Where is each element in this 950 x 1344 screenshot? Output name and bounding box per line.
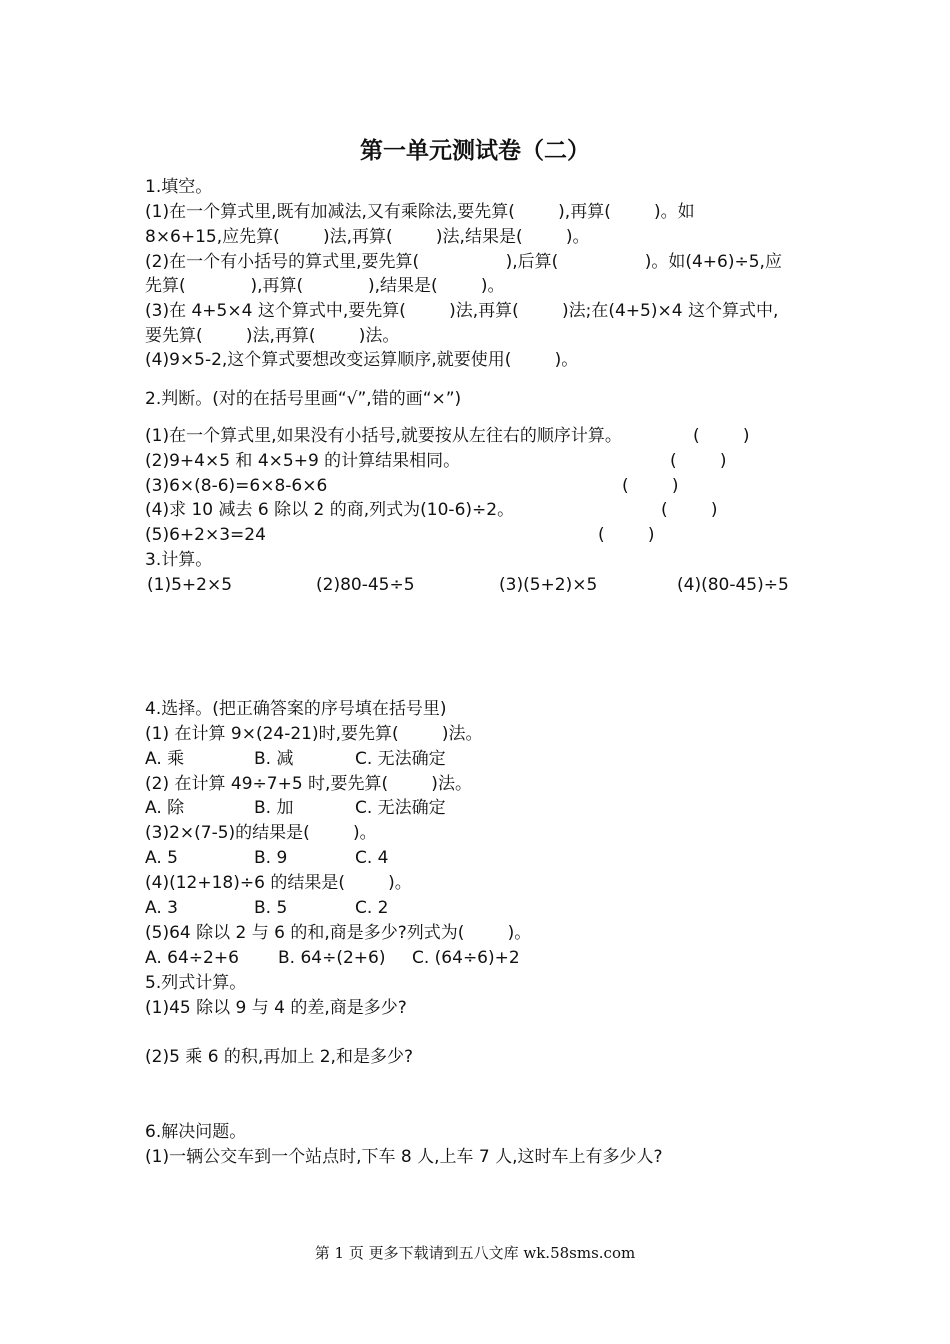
page-footer: 第 1 页 更多下载请到五八文库 wk.58sms.com <box>314 1244 636 1262</box>
calc-item: (3)(5+2)×5 <box>499 575 598 595</box>
choice-option: C. 无法确定 <box>355 798 446 818</box>
s1-line: (1)在一个算式里,既有加减法,又有乘除法,要先算( ),再算( )。如 <box>145 202 695 222</box>
answer-bracket: ( ) <box>622 476 679 496</box>
s2-item: (2)9+4×5 和 4×5+9 的计算结果相同。 <box>145 451 461 471</box>
s1-line: (4)9×5-2,这个算式要想改变运算顺序,就要使用( )。 <box>145 350 579 370</box>
s1-line: (2)在一个有小括号的算式里,要先算( ),后算( )。如(4+6)÷5,应 <box>145 252 782 272</box>
choice-question: (1) 在计算 9×(24-21)时,要先算( )法。 <box>145 724 483 744</box>
choice-option: B. 加 <box>254 798 294 818</box>
s1-line: 8×6+15,应先算( )法,再算( )法,结果是( )。 <box>145 227 590 247</box>
s5-item: (2)5 乘 6 的积,再加上 2,和是多少? <box>145 1047 413 1067</box>
section-5-heading: 5.列式计算。 <box>145 973 247 993</box>
section-4-heading: 4.选择。(把正确答案的序号填在括号里) <box>145 699 447 719</box>
choice-option: C. 无法确定 <box>355 749 446 769</box>
choice-question: (2) 在计算 49÷7+5 时,要先算( )法。 <box>145 774 472 794</box>
choice-option: C. 4 <box>355 848 389 868</box>
s5-item: (1)45 除以 9 与 4 的差,商是多少? <box>145 998 407 1018</box>
s2-item: (5)6+2×3=24 <box>145 525 266 545</box>
choice-option: B. 5 <box>254 898 288 918</box>
choice-option: B. 9 <box>254 848 288 868</box>
answer-bracket: ( ) <box>670 451 727 471</box>
choice-option: C. 2 <box>355 898 389 918</box>
s1-line: 要先算( )法,再算( )法。 <box>145 326 400 346</box>
s6-item: (1)一辆公交车到一个站点时,下车 8 人,上车 7 人,这时车上有多少人? <box>145 1147 663 1167</box>
choice-question: (3)2×(7-5)的结果是( )。 <box>145 823 377 843</box>
section-1-heading: 1.填空。 <box>145 177 213 197</box>
choice-option: A. 3 <box>145 898 178 918</box>
choice-question: (5)64 除以 2 与 6 的和,商是多少?列式为( )。 <box>145 923 532 943</box>
calc-item: (2)80-45÷5 <box>316 575 415 595</box>
choice-option: A. 5 <box>145 848 178 868</box>
s2-item: (3)6×(8-6)=6×8-6×6 <box>145 476 328 496</box>
choice-question: (4)(12+18)÷6 的结果是( )。 <box>145 873 412 893</box>
choice-option: C. (64÷6)+2 <box>412 948 520 968</box>
answer-bracket: ( ) <box>693 426 750 446</box>
calc-item: (4)(80-45)÷5 <box>677 575 789 595</box>
calc-item: (1)5+2×5 <box>147 575 233 595</box>
s1-line: 先算( ),再算( ),结果是( )。 <box>145 276 505 296</box>
choice-option: B. 减 <box>254 749 294 769</box>
page-title: 第一单元测试卷（二） <box>360 137 590 164</box>
section-3-heading: 3.计算。 <box>145 550 213 570</box>
choice-option: A. 乘 <box>145 749 185 769</box>
s1-line: (3)在 4+5×4 这个算式中,要先算( )法,再算( )法;在(4+5)×4 这个算式中, <box>145 301 779 321</box>
answer-bracket: ( ) <box>661 500 718 520</box>
answer-bracket: ( ) <box>598 525 655 545</box>
s2-item: (1)在一个算式里,如果没有小括号,就要按从左往右的顺序计算。 <box>145 426 622 446</box>
choice-option: B. 64÷(2+6) <box>278 948 386 968</box>
s2-item: (4)求 10 减去 6 除以 2 的商,列式为(10-6)÷2。 <box>145 500 515 520</box>
section-2-heading: 2.判断。(对的在括号里画“√”,错的画“×”) <box>145 389 462 409</box>
choice-option: A. 64÷2+6 <box>145 948 239 968</box>
section-6-heading: 6.解决问题。 <box>145 1122 247 1142</box>
choice-option: A. 除 <box>145 798 185 818</box>
